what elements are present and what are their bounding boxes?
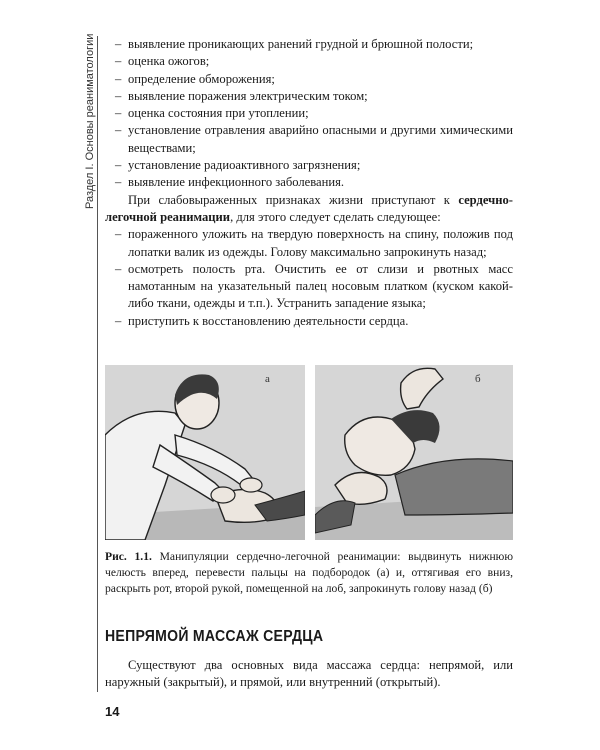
dash-marker: – xyxy=(115,227,122,242)
intro-text-before: При слабовыраженных признаках жизни приступают к xyxy=(128,192,459,207)
intro-paragraph xyxy=(105,192,513,227)
dash-marker: – xyxy=(115,123,122,138)
list-item-text: оценка состояния при утоплении; xyxy=(128,106,309,121)
section-body xyxy=(105,657,513,692)
head-tilt-illustration xyxy=(315,365,513,540)
dash-marker: – xyxy=(115,88,122,103)
list-item-text: оценка ожогов; xyxy=(128,54,210,69)
jaw-thrust-illustration xyxy=(105,365,305,540)
bullet-list-steps xyxy=(105,226,513,330)
list-item xyxy=(105,88,513,105)
intro-text-after: , для этого следует сделать следующее: xyxy=(230,209,441,224)
list-item-text: выявление поражения электрическим током; xyxy=(128,88,368,103)
figure-panel-b xyxy=(315,365,513,540)
section-paragraph: Существуют два основных вида массажа сердца: непрямой, или наружный (закрытый), и прямой, или внутренний (открытый). xyxy=(105,658,513,690)
list-item xyxy=(105,226,513,261)
figure-label-b: б xyxy=(475,373,481,385)
list-item-text: приступить к восстановлению деятельности сердца. xyxy=(128,313,409,328)
running-header: Раздел I. Основы реаниматологии xyxy=(84,33,96,209)
section-title: НЕПРЯМОЙ МАССАЖ СЕРДЦА xyxy=(105,628,324,645)
intro-text-bold: сердечно-легочной реанимации xyxy=(105,192,513,224)
dash-marker: – xyxy=(115,158,122,173)
running-header-rule xyxy=(97,36,98,692)
dash-marker: – xyxy=(115,261,122,276)
bullet-list-assessment xyxy=(105,36,513,192)
list-item-text: установление отравления аварийно опасными и другими химическими веществами; xyxy=(128,123,513,155)
page-number: 14 xyxy=(105,704,120,719)
figure-label-a: а xyxy=(265,373,270,385)
dash-marker: – xyxy=(115,54,122,69)
list-item xyxy=(105,313,513,330)
dash-marker: – xyxy=(115,313,122,328)
list-item-text: установление радиоактивного загрязнения; xyxy=(128,158,361,173)
list-item-text: осмотреть полость рта. Очистить ее от слизи и рвотных масс намотанным на указательный палец носовым платком (куском какой-либо ткани, одежды и т.п.). Устранить западение языка; xyxy=(128,261,513,311)
page-body xyxy=(105,36,513,330)
list-item-text: пораженного уложить на твердую поверхность на спину, положив под лопатки валик из одежды. Голову максимально запрокинуть назад; xyxy=(128,227,513,259)
dash-marker: – xyxy=(115,71,122,86)
list-item xyxy=(105,105,513,122)
list-item xyxy=(105,71,513,88)
list-item-text: определение обморожения; xyxy=(128,71,275,86)
dash-marker: – xyxy=(115,106,122,121)
figure-caption-text: Манипуляции сердечно-легочной реанимации: выдвинуть нижнюю челюсть вперед, перевести пальцы на подбородок (а) и, оттягивая его вниз, раскрыть рот, второй рукой, помещенной на лоб, запрокинуть голову назад (б) xyxy=(105,550,513,595)
list-item-text: выявление проникающих ранений грудной и брюшной полости; xyxy=(128,37,474,51)
list-item xyxy=(105,157,513,174)
list-item xyxy=(105,36,513,53)
figure-panel-a xyxy=(105,365,305,540)
list-item xyxy=(105,174,513,191)
figure-number: Рис. 1.1. xyxy=(105,550,152,563)
list-item xyxy=(105,261,513,313)
figure-1-1 xyxy=(105,365,513,540)
dash-marker: – xyxy=(115,175,122,190)
list-item xyxy=(105,122,513,157)
list-item-text: выявление инфекционного заболевания. xyxy=(128,175,345,190)
figure-caption xyxy=(105,549,513,596)
dash-marker: – xyxy=(115,37,122,51)
list-item xyxy=(105,53,513,70)
